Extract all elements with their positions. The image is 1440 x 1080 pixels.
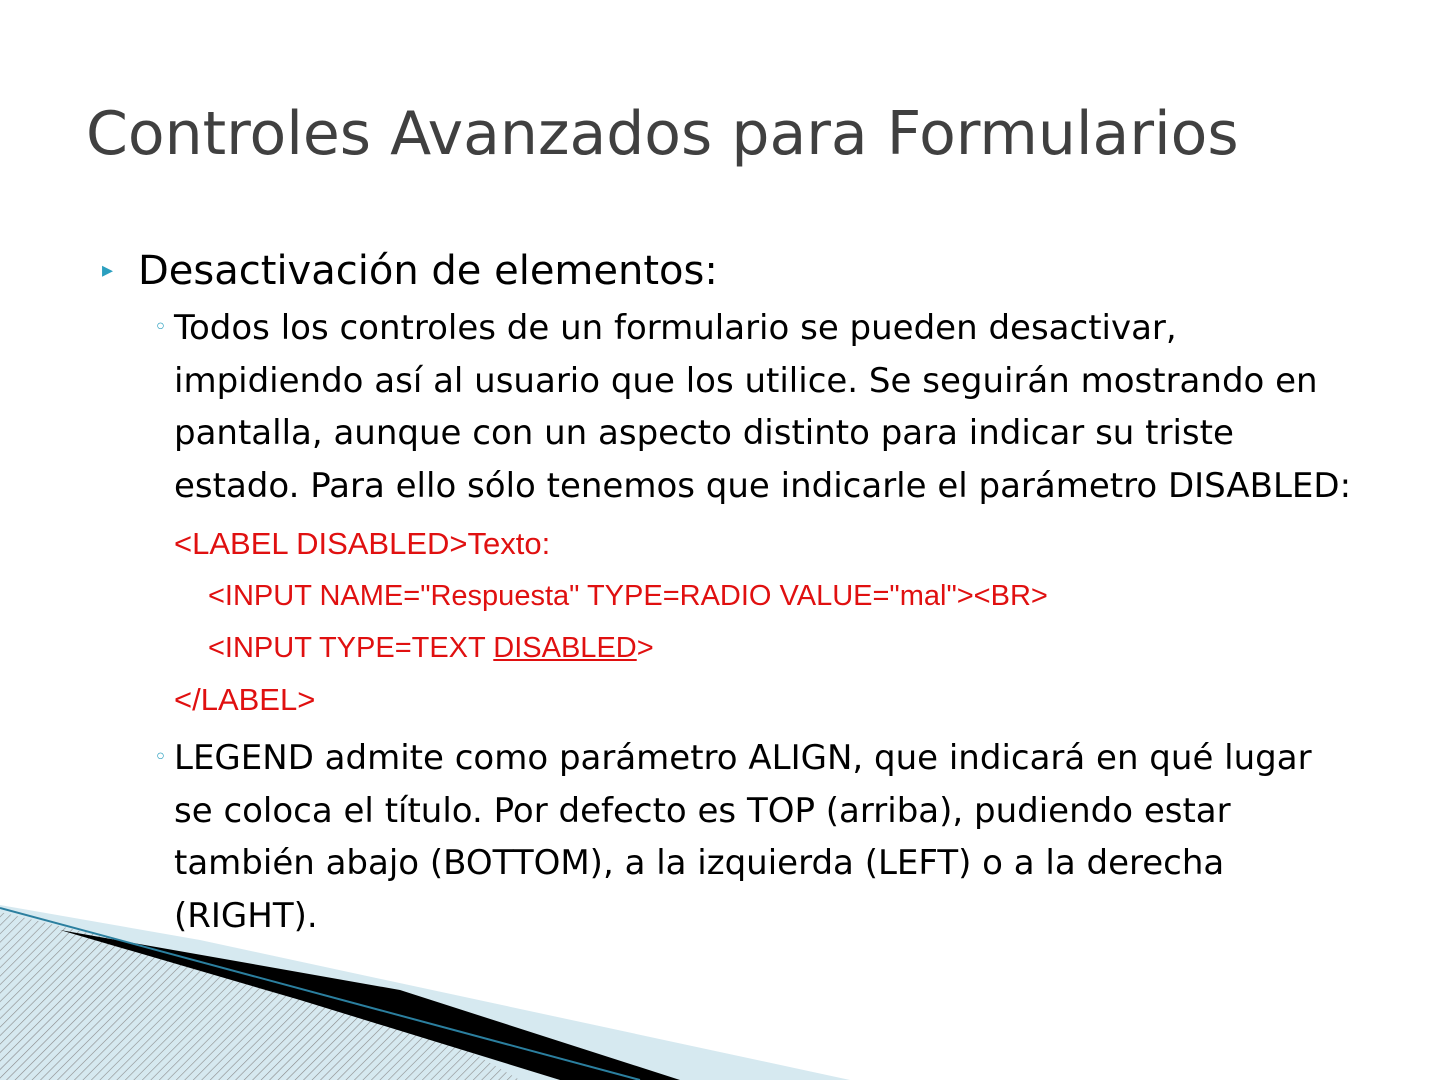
circle-outline-icon: ◦ [154,745,167,770]
bullet-level2-legend [154,732,1354,942]
bullet-level2-text: Todos los controles de un formulario se pueden desactivar, impidiendo así al usuario que los utilice. Se seguirán mostrando en pantalla, aunque con un aspecto distinto para indicar su triste estado. Para ello sólo tenemos que indicarle el parámetro DISABLED: [174,308,1352,506]
bullet-level2-text: LEGEND admite como parámetro ALIGN, que indicará en qué lugar se coloca el título. Por defecto es TOP (arriba), pudiendo estar también abajo (BOTTOM), a la izquierda (LEFT) o a la derecha (RIGHT). [174,738,1312,936]
code-example [174,518,1400,726]
slide-content [100,246,1400,942]
circle-outline-icon: ◦ [154,315,167,340]
code-text: <INPUT TYPE=TEXT [208,632,494,664]
code-line: <INPUT NAME="Respuesta" TYPE=RADIO VALUE="mal"><BR> [208,580,1048,612]
bullet-level1 [100,246,1400,296]
slide-title: Controles Avanzados para Formularios [86,99,1239,169]
code-line: </LABEL> [174,682,316,717]
code-text: > [636,632,654,664]
triangle-right-icon: ▸ [102,258,114,283]
bullet-level1-text: Desactivación de elementos: [138,248,718,294]
bullet-level2-disable [154,302,1354,512]
code-underlined-text: DISABLED [493,632,637,664]
code-line [174,622,1400,674]
code-line: <LABEL DISABLED>Texto: [174,526,551,561]
